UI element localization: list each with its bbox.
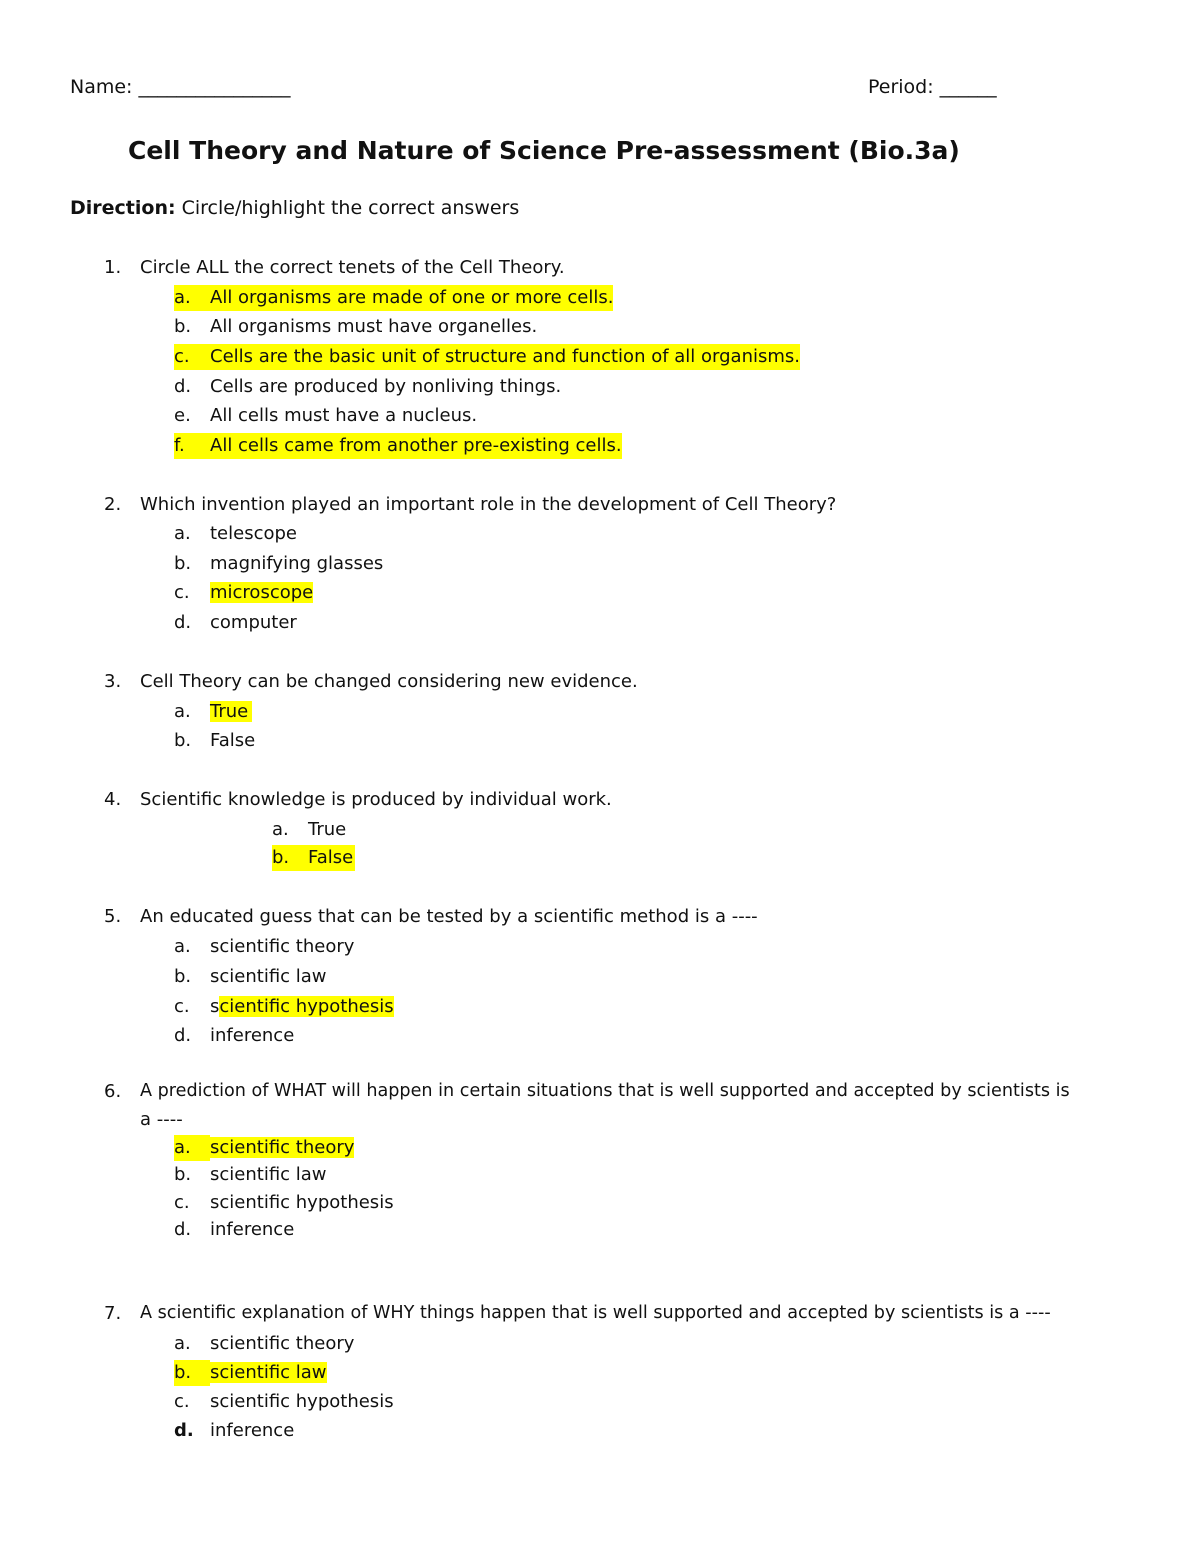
option-text-highlighted: scientific law: [210, 1362, 327, 1383]
option-letter: b.: [174, 553, 192, 574]
question-text: A prediction of WHAT will happen in certain situations that is well supported and accepted by scientists is: [140, 1081, 1070, 1101]
option-d[interactable]: [174, 1418, 294, 1444]
option-letter: d.: [174, 612, 192, 633]
option-text: magnifying glasses: [210, 553, 384, 574]
option-text-highlighted: cientific hypothesis: [219, 996, 394, 1017]
option-b[interactable]: [174, 1162, 327, 1188]
option-letter: a.: [174, 936, 191, 957]
period-field-label: Period: ______: [868, 76, 997, 98]
question-text-continued: a ----: [140, 1109, 183, 1130]
option-a[interactable]: [174, 1135, 354, 1161]
option-text: scientific hypothesis: [210, 1192, 394, 1213]
question-text: A scientific explanation of WHY things happen that is well supported and accepted by scientists is a ----: [140, 1303, 1051, 1323]
option-letter: d.: [174, 1025, 192, 1046]
option-b[interactable]: [174, 1360, 327, 1386]
option-d[interactable]: [174, 1023, 294, 1049]
question-number: 6.: [104, 1081, 122, 1102]
option-letter: a.: [174, 523, 191, 544]
direction-line: [70, 197, 519, 219]
option-text: inference: [210, 1420, 295, 1441]
option-text: Cells are produced by nonliving things.: [210, 376, 562, 397]
option-text: inference: [210, 1025, 295, 1046]
option-text: All cells must have a nucleus.: [210, 405, 478, 426]
option-a-highlighted[interactable]: [174, 285, 613, 311]
direction-text: Circle/highlight the correct answers: [175, 197, 520, 219]
option-f-highlighted[interactable]: [174, 433, 622, 459]
option-letter: c.: [174, 346, 190, 367]
page-title: Cell Theory and Nature of Science Pre-assessment (Bio.3a): [128, 136, 960, 165]
option-letter: c.: [174, 1192, 190, 1213]
question-text: Which invention played an important role in the development of Cell Theory?: [140, 494, 837, 515]
option-b[interactable]: [174, 964, 327, 990]
option-b[interactable]: [174, 551, 383, 577]
option-letter: a.: [174, 701, 191, 722]
question-text: An educated guess that can be tested by a scientific method is a ----: [140, 906, 758, 927]
option-letter: e.: [174, 405, 191, 426]
option-text: scientific hypothesis: [210, 1391, 394, 1412]
option-letter: d.: [174, 1219, 192, 1240]
option-c[interactable]: [174, 1190, 394, 1216]
option-letter: a.: [174, 1135, 210, 1161]
option-letter: b.: [174, 966, 192, 987]
question-number: 2.: [104, 494, 122, 515]
option-a[interactable]: [174, 934, 354, 960]
option-e[interactable]: [174, 403, 477, 429]
option-letter: b.: [174, 1360, 210, 1386]
option-text-highlighted: microscope: [210, 582, 314, 603]
option-text: scientific law: [210, 966, 327, 987]
question-text: Circle ALL the correct tenets of the Cell Theory.: [140, 257, 565, 278]
option-letter: a.: [272, 819, 289, 840]
option-a[interactable]: [174, 699, 252, 725]
option-text-highlighted: True: [210, 701, 252, 722]
option-text-plain: s: [210, 996, 220, 1017]
option-letter: d.: [174, 376, 192, 397]
option-text: scientific law: [210, 1164, 327, 1185]
option-d[interactable]: [174, 610, 297, 636]
option-text: All organisms are made of one or more cells.: [210, 287, 614, 308]
option-text: False: [308, 847, 354, 868]
option-letter: b.: [272, 847, 290, 868]
option-letter: c.: [174, 1391, 190, 1412]
option-text-highlighted: scientific theory: [210, 1137, 355, 1158]
option-text: inference: [210, 1219, 295, 1240]
question-number: 1.: [104, 257, 122, 278]
option-a[interactable]: [174, 521, 297, 547]
option-text: All cells came from another pre-existing cells.: [210, 435, 622, 456]
option-letter: f.: [174, 435, 185, 456]
question-number: 7.: [104, 1303, 122, 1324]
option-b-highlighted[interactable]: [272, 845, 355, 871]
question-text: Scientific knowledge is produced by individual work.: [140, 789, 612, 810]
option-b[interactable]: [174, 728, 255, 754]
option-letter: b.: [174, 730, 192, 751]
question-text: Cell Theory can be changed considering new evidence.: [140, 671, 638, 692]
option-text: True: [308, 819, 347, 840]
direction-label: Direction:: [70, 197, 176, 219]
question-number: 3.: [104, 671, 122, 692]
option-text: False: [210, 730, 256, 751]
option-letter: b.: [174, 316, 192, 337]
option-text: telescope: [210, 523, 297, 544]
option-text: scientific theory: [210, 1333, 355, 1354]
name-field-label: Name: ________________: [70, 76, 291, 98]
option-letter: c.: [174, 582, 190, 603]
option-c[interactable]: [174, 1389, 394, 1415]
option-text: Cells are the basic unit of structure and function of all organisms.: [210, 346, 801, 367]
option-d[interactable]: [174, 1217, 294, 1243]
option-letter: b.: [174, 1164, 192, 1185]
option-text: scientific theory: [210, 936, 355, 957]
option-c[interactable]: [174, 580, 313, 606]
option-letter: d.: [174, 1420, 194, 1441]
option-a[interactable]: [272, 817, 346, 843]
option-letter: a.: [174, 287, 191, 308]
option-b[interactable]: [174, 314, 537, 340]
option-d[interactable]: [174, 374, 561, 400]
option-text: computer: [210, 612, 297, 633]
question-number: 4.: [104, 789, 122, 810]
option-letter: c.: [174, 996, 190, 1017]
option-c-highlighted[interactable]: [174, 344, 800, 370]
option-c[interactable]: [174, 994, 394, 1020]
option-letter: a.: [174, 1333, 191, 1354]
question-number: 5.: [104, 906, 122, 927]
option-text: All organisms must have organelles.: [210, 316, 538, 337]
option-a[interactable]: [174, 1331, 354, 1357]
